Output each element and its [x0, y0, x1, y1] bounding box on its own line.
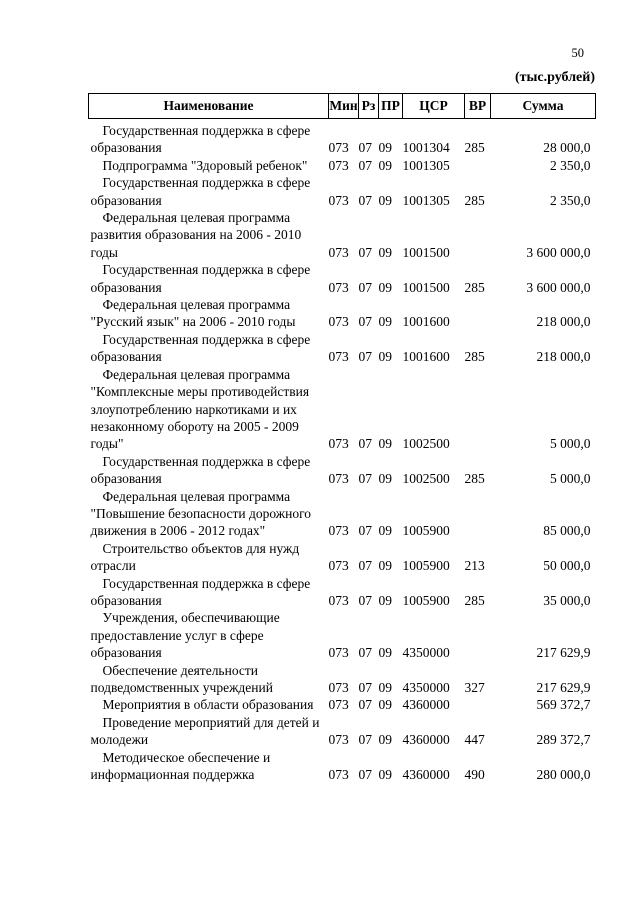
cell-vr: 285	[464, 471, 485, 487]
page-number: 50	[571, 46, 584, 60]
table-body	[89, 119, 596, 784]
cell-csr: 1005900	[402, 523, 450, 539]
cell-vr	[465, 488, 491, 540]
cell-min: 073	[328, 645, 349, 661]
column-header-sum: Сумма	[491, 94, 596, 119]
cell-vr: 327	[464, 680, 485, 695]
cell-pr: 09	[378, 244, 392, 260]
cell-csr: 1002500	[402, 471, 450, 487]
cell-sum: 218 000,0	[536, 349, 591, 365]
cell-vr	[465, 696, 491, 713]
cell-min: 073	[328, 767, 349, 783]
column-header-min: Мин	[329, 94, 359, 119]
cell-pr: 09	[378, 157, 392, 173]
column-header-csr: ЦСР	[403, 94, 465, 119]
cell-sum: 3 600 000,0	[526, 279, 591, 295]
cell-csr: 1001305	[402, 157, 450, 173]
column-header-rz: Рз	[359, 94, 379, 119]
cell-sum: 217 629,9	[536, 680, 591, 695]
table-row	[89, 296, 596, 331]
cell-vr: 490	[464, 767, 485, 783]
cell-csr: 1001500	[402, 279, 450, 295]
table-row	[89, 453, 596, 488]
cell-sum: 2 350,0	[550, 192, 591, 208]
cell-name: Государственная поддержка в сфере образования	[90, 175, 311, 208]
cell-vr: 285	[464, 140, 485, 156]
cell-sum: 217 629,9	[536, 645, 591, 661]
budget-table	[88, 93, 596, 783]
cell-rz: 07	[358, 244, 372, 260]
cell-vr: 285	[464, 192, 485, 208]
cell-rz: 07	[358, 697, 372, 713]
cell-csr: 4350000	[402, 680, 450, 695]
table-row	[89, 749, 596, 784]
cell-rz: 07	[358, 767, 372, 783]
column-header-vr: ВР	[465, 94, 491, 119]
cell-rz: 07	[358, 349, 372, 365]
cell-min: 073	[328, 592, 349, 608]
cell-min: 073	[328, 697, 349, 713]
cell-csr: 4360000	[402, 697, 450, 713]
cell-csr: 1001600	[402, 349, 450, 365]
cell-vr: 285	[464, 279, 485, 295]
cell-sum: 569 372,7	[536, 697, 591, 713]
cell-rz: 07	[358, 732, 372, 748]
cell-csr: 4360000	[402, 732, 450, 748]
cell-pr: 09	[378, 732, 392, 748]
table-row	[89, 174, 596, 209]
cell-name: Государственная поддержка в сфере образования	[90, 123, 311, 156]
table-row	[89, 119, 596, 157]
column-header-name: Наименование	[89, 94, 329, 119]
table-row	[89, 366, 596, 453]
cell-min: 073	[328, 349, 349, 365]
table-header	[89, 94, 596, 119]
table-row	[89, 261, 596, 296]
cell-min: 073	[328, 140, 349, 156]
cell-min: 073	[328, 244, 349, 260]
cell-rz: 07	[358, 314, 372, 330]
table-header-row	[89, 94, 596, 119]
cell-name: Федеральная целевая программа развития образования на 2006 - 2010 годы	[90, 210, 302, 260]
cell-vr	[465, 366, 491, 453]
cell-rz: 07	[358, 436, 372, 452]
cell-rz: 07	[358, 157, 372, 173]
cell-vr: 285	[464, 592, 485, 608]
cell-csr: 1005900	[402, 558, 450, 574]
cell-pr: 09	[378, 645, 392, 661]
cell-pr: 09	[378, 523, 392, 539]
cell-pr: 09	[378, 349, 392, 365]
cell-rz: 07	[358, 140, 372, 156]
cell-min: 073	[328, 471, 349, 487]
column-header-pr: ПР	[379, 94, 403, 119]
cell-sum: 218 000,0	[536, 314, 591, 330]
cell-name: Государственная поддержка в сфере образования	[90, 331, 311, 365]
table-row	[89, 714, 596, 749]
cell-sum: 35 000,0	[543, 592, 591, 608]
cell-name: Методическое обеспечение и информационная поддержка	[90, 749, 271, 783]
cell-rz: 07	[358, 680, 372, 695]
cell-sum: 2 350,0	[550, 157, 591, 173]
cell-rz: 07	[358, 471, 372, 487]
cell-vr: 447	[464, 732, 485, 748]
cell-min: 073	[328, 192, 349, 208]
cell-sum: 280 000,0	[536, 767, 591, 783]
cell-sum: 28 000,0	[543, 140, 591, 156]
cell-min: 073	[328, 157, 349, 173]
cell-name: Строительство объектов для нужд отрасли	[90, 540, 300, 574]
cell-sum: 50 000,0	[543, 558, 591, 574]
cell-name: Обеспечение деятельности подведомственных учреждений	[90, 662, 273, 695]
cell-name: Федеральная целевая программа "Повышение безопасности дорожного движения в 2006 - 2012 годах"	[90, 488, 312, 539]
cell-sum: 289 372,7	[536, 732, 591, 748]
cell-pr: 09	[378, 767, 392, 783]
cell-csr: 4360000	[402, 767, 450, 783]
cell-min: 073	[328, 436, 349, 452]
table-row	[89, 575, 596, 610]
cell-csr: 1001600	[402, 314, 450, 330]
cell-pr: 09	[378, 279, 392, 295]
cell-pr: 09	[378, 140, 392, 156]
cell-vr	[465, 296, 491, 331]
cell-name: Государственная поддержка в сфере образования	[90, 453, 311, 487]
cell-csr: 4350000	[402, 645, 450, 661]
cell-name: Учреждения, обеспечивающие предоставление услуг в сфере образования	[90, 610, 280, 661]
cell-min: 073	[328, 314, 349, 330]
cell-name: Подпрограмма "Здоровый ребенок"	[102, 157, 308, 173]
cell-rz: 07	[358, 279, 372, 295]
cell-sum: 85 000,0	[543, 523, 591, 539]
table-row	[89, 662, 596, 697]
cell-min: 073	[328, 680, 349, 695]
table-row	[89, 609, 596, 661]
cell-pr: 09	[378, 471, 392, 487]
table-row	[89, 209, 596, 261]
cell-pr: 09	[378, 592, 392, 608]
cell-min: 073	[328, 523, 349, 539]
cell-min: 073	[328, 732, 349, 748]
cell-csr: 1005900	[402, 592, 450, 608]
cell-csr: 1001304	[402, 140, 450, 156]
cell-pr: 09	[378, 558, 392, 574]
cell-sum: 3 600 000,0	[526, 244, 591, 260]
cell-csr: 1002500	[402, 436, 450, 452]
cell-vr: 213	[464, 558, 485, 574]
cell-vr	[465, 157, 491, 174]
cell-rz: 07	[358, 592, 372, 608]
cell-csr: 1001500	[402, 244, 450, 260]
cell-vr	[465, 209, 491, 261]
table-row	[89, 157, 596, 174]
cell-name: Государственная поддержка в сфере образования	[90, 262, 311, 295]
cell-csr: 1001305	[402, 192, 450, 208]
cell-sum: 5 000,0	[550, 471, 591, 487]
table-row	[89, 696, 596, 713]
units-label: (тыс.рублей)	[514, 70, 595, 85]
cell-rz: 07	[358, 645, 372, 661]
cell-pr: 09	[378, 680, 392, 695]
cell-rz: 07	[358, 523, 372, 539]
cell-pr: 09	[378, 436, 392, 452]
cell-name: Проведение мероприятий для детей и молодежи	[90, 714, 320, 748]
cell-rz: 07	[358, 192, 372, 208]
cell-vr: 285	[464, 349, 485, 365]
table-row	[89, 488, 596, 540]
cell-rz: 07	[358, 558, 372, 574]
cell-pr: 09	[378, 314, 392, 330]
cell-pr: 09	[378, 192, 392, 208]
cell-min: 073	[328, 279, 349, 295]
cell-name: Федеральная целевая программа "Русский язык" на 2006 - 2010 годы	[90, 297, 296, 330]
cell-min: 073	[328, 558, 349, 574]
cell-sum: 5 000,0	[550, 436, 591, 452]
cell-vr	[465, 609, 491, 661]
cell-name: Федеральная целевая программа "Комплексные меры противодействия злоупотреблению наркотиками и их незаконному обороту на 2005 - 2009 годы"	[90, 366, 310, 452]
cell-pr: 09	[378, 697, 392, 713]
cell-name: Мероприятия в области образования	[102, 697, 314, 713]
table-row	[89, 540, 596, 575]
cell-name: Государственная поддержка в сфере образования	[90, 575, 311, 608]
table-row	[89, 331, 596, 366]
